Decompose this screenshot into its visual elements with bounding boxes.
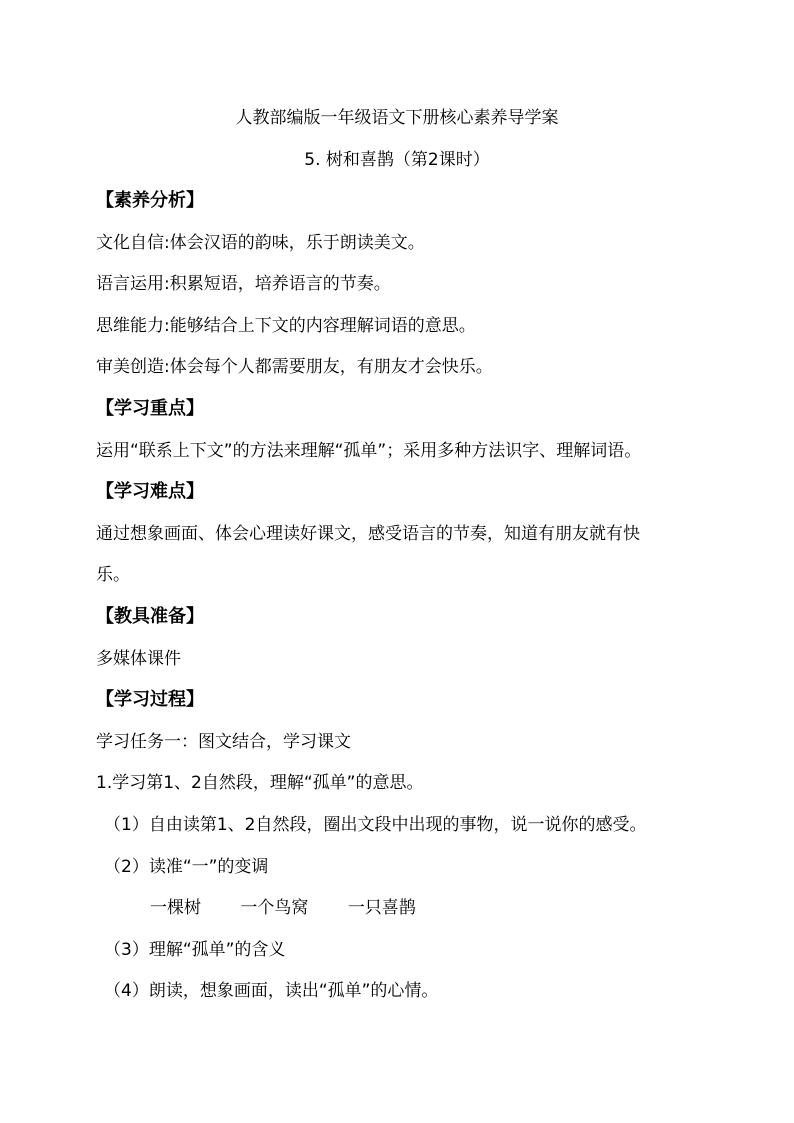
materials-text: 多媒体课件 bbox=[96, 649, 181, 669]
section-heading-materials: 【教具准备】 bbox=[96, 606, 204, 627]
focus-text: 运用“联系上下文”的方法来理解“孤单”；采用多种方法识字、理解词语。 bbox=[96, 441, 642, 461]
analysis-line-culture: 文化自信:体会汉语的韵味，乐于朗读美文。 bbox=[96, 233, 425, 253]
tone-change-word-list bbox=[150, 897, 416, 919]
analysis-line-language: 语言运用:积累短语，培养语言的节奏。 bbox=[96, 274, 391, 294]
process-substep-3: （3）理解“孤单”的含义 bbox=[104, 940, 286, 960]
process-substep-1: （1）自由读第1、2自然段，圈出文段中出现的事物，说一说你的感受。 bbox=[104, 815, 647, 835]
process-task-1: 学习任务一：图文结合，学习课文 bbox=[96, 732, 351, 752]
document-title: 人教部编版一年级语文下册核心素养导学案 bbox=[235, 108, 559, 128]
section-heading-process: 【学习过程】 bbox=[96, 689, 204, 710]
section-heading-focus: 【学习重点】 bbox=[96, 398, 204, 419]
tone-word-nest: 一个鸟窝 bbox=[240, 898, 309, 918]
difficulty-text-line-2: 乐。 bbox=[96, 565, 130, 585]
analysis-line-thinking: 思维能力:能够结合上下文的内容理解词语的意思。 bbox=[96, 316, 476, 336]
difficulty-text-line-1: 通过想象画面、体会心理读好课文，感受语言的节奏，知道有朋友就有快 bbox=[96, 524, 640, 544]
document-subtitle: 5. 树和喜鹊（第2课时） bbox=[304, 150, 490, 170]
tone-word-magpie: 一只喜鹊 bbox=[347, 898, 416, 918]
section-heading-analysis: 【素养分析】 bbox=[96, 190, 204, 211]
process-step-1: 1.学习第1、2自然段，理解“孤单”的意思。 bbox=[96, 773, 424, 793]
tone-word-tree: 一棵树 bbox=[150, 898, 201, 918]
process-substep-2: （2）读准“一”的变调 bbox=[104, 857, 269, 877]
section-heading-difficulty: 【学习难点】 bbox=[96, 481, 204, 502]
analysis-line-aesthetic: 审美创造:体会每个人都需要朋友，有朋友才会快乐。 bbox=[96, 357, 493, 377]
process-substep-4: （4）朗读，想象画面，读出“孤单”的心情。 bbox=[104, 981, 439, 1001]
